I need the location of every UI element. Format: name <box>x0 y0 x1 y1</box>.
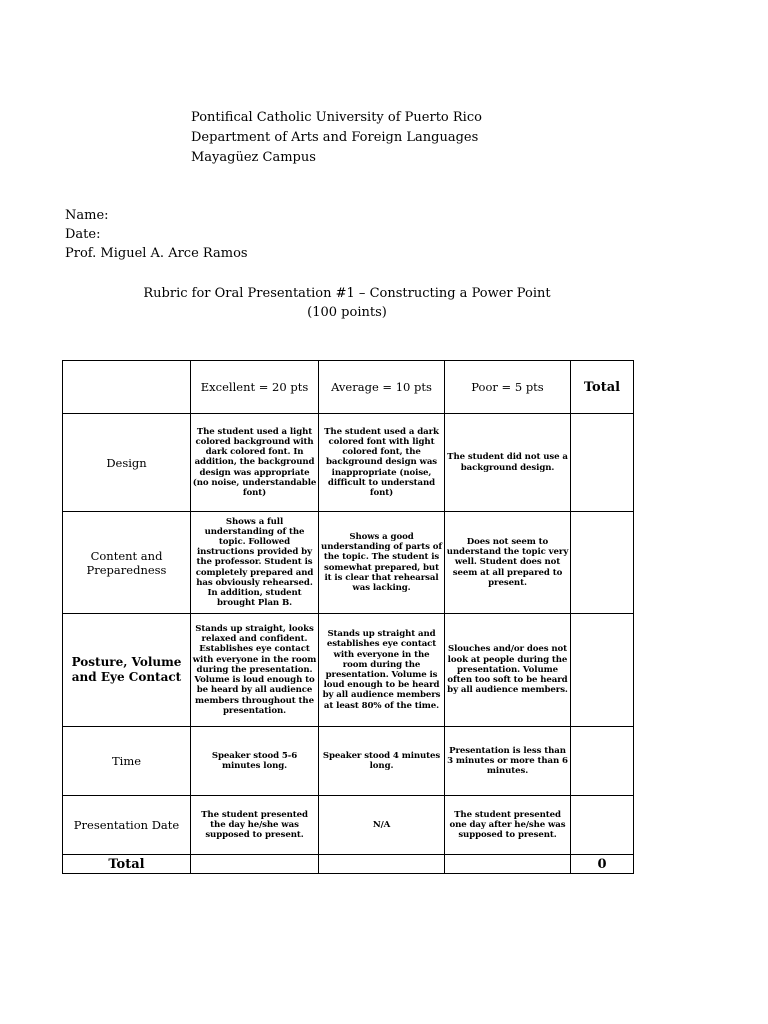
cell-poor: Slouches and/or does not look at people during the presentation. Volume often too soft to be heard by all audience members. <box>445 614 571 727</box>
name-label: Name: <box>65 208 109 223</box>
cell-excellent: Speaker stood 5-6 minutes long. <box>191 727 319 796</box>
cell-average: Speaker stood 4 minutes long. <box>319 727 445 796</box>
cell-poor: The student did not use a background design. <box>445 414 571 512</box>
total-row <box>63 855 634 874</box>
cell-average: N/A <box>319 796 445 855</box>
cell-poor: The student presented one day after he/she was supposed to present. <box>445 796 571 855</box>
corner-cell <box>63 361 191 414</box>
rubric-title-line1: Rubric for Oral Presentation #1 – Constructing a Power Point <box>143 286 551 301</box>
cell-excellent: Stands up straight, looks relaxed and confident. Establishes eye contact with everyone in the room during the presentation. Volume is loud enough to be heard by all audience members throughout the presentation. <box>191 614 319 727</box>
rubric-table <box>62 360 634 874</box>
university-name: Pontifical Catholic University of Puerto Rico <box>191 110 482 125</box>
campus-name: Mayagüez Campus <box>191 150 316 165</box>
criterion-time: Time <box>63 727 191 796</box>
cell-excellent: Shows a full understanding of the topic. Followed instructions provided by the professor. Student is completely prepared and has obviously rehearsed. In addition, student brought Plan B. <box>191 512 319 614</box>
table-row <box>63 796 634 855</box>
cell-poor: Does not seem to understand the topic very well. Student does not seem at all prepared to present. <box>445 512 571 614</box>
criterion-content: Content and Preparedness <box>63 512 191 614</box>
total-poor <box>445 855 571 874</box>
total-row-label: Total <box>63 855 191 874</box>
cell-total <box>571 512 634 614</box>
column-header-poor: Poor = 5 pts <box>445 361 571 414</box>
criterion-posture: Posture, Volume and Eye Contact <box>63 614 191 727</box>
criterion-presentation-date: Presentation Date <box>63 796 191 855</box>
rubric-title <box>62 284 632 322</box>
table-row <box>63 414 634 512</box>
cell-excellent: The student used a light colored background with dark colored font. In addition, the background design was appropriate (no noise, understandable font) <box>191 414 319 512</box>
grand-total-value: 0 <box>571 855 634 874</box>
rubric-title-line2: (100 points) <box>307 305 387 320</box>
cell-total <box>571 796 634 855</box>
cell-average: The student used a dark colored font with light colored font, the background design was inappropriate (noise, difficult to understand font) <box>319 414 445 512</box>
date-label: Date: <box>65 227 101 242</box>
table-row <box>63 512 634 614</box>
header-row <box>63 361 634 414</box>
criterion-design: Design <box>63 414 191 512</box>
cell-excellent: The student presented the day he/she was supposed to present. <box>191 796 319 855</box>
professor-name: Prof. Miguel A. Arce Ramos <box>65 246 248 261</box>
cell-average: Stands up straight and establishes eye contact with everyone in the room during the presentation. Volume is loud enough to be heard by all audience members at least 80% of the time. <box>319 614 445 727</box>
cell-total <box>571 614 634 727</box>
column-header-excellent: Excellent = 20 pts <box>191 361 319 414</box>
table-row <box>63 727 634 796</box>
cell-total <box>571 727 634 796</box>
column-header-total: Total <box>571 361 634 414</box>
cell-poor: Presentation is less than 3 minutes or more than 6 minutes. <box>445 727 571 796</box>
total-excellent <box>191 855 319 874</box>
column-header-average: Average = 10 pts <box>319 361 445 414</box>
document-header <box>191 108 482 168</box>
total-average <box>319 855 445 874</box>
department-name: Department of Arts and Foreign Languages <box>191 130 479 145</box>
cell-average: Shows a good understanding of parts of the topic. The student is somewhat prepared, but it is clear that rehearsal was lacking. <box>319 512 445 614</box>
table-row <box>63 614 634 727</box>
student-info <box>65 206 248 263</box>
cell-total <box>571 414 634 512</box>
